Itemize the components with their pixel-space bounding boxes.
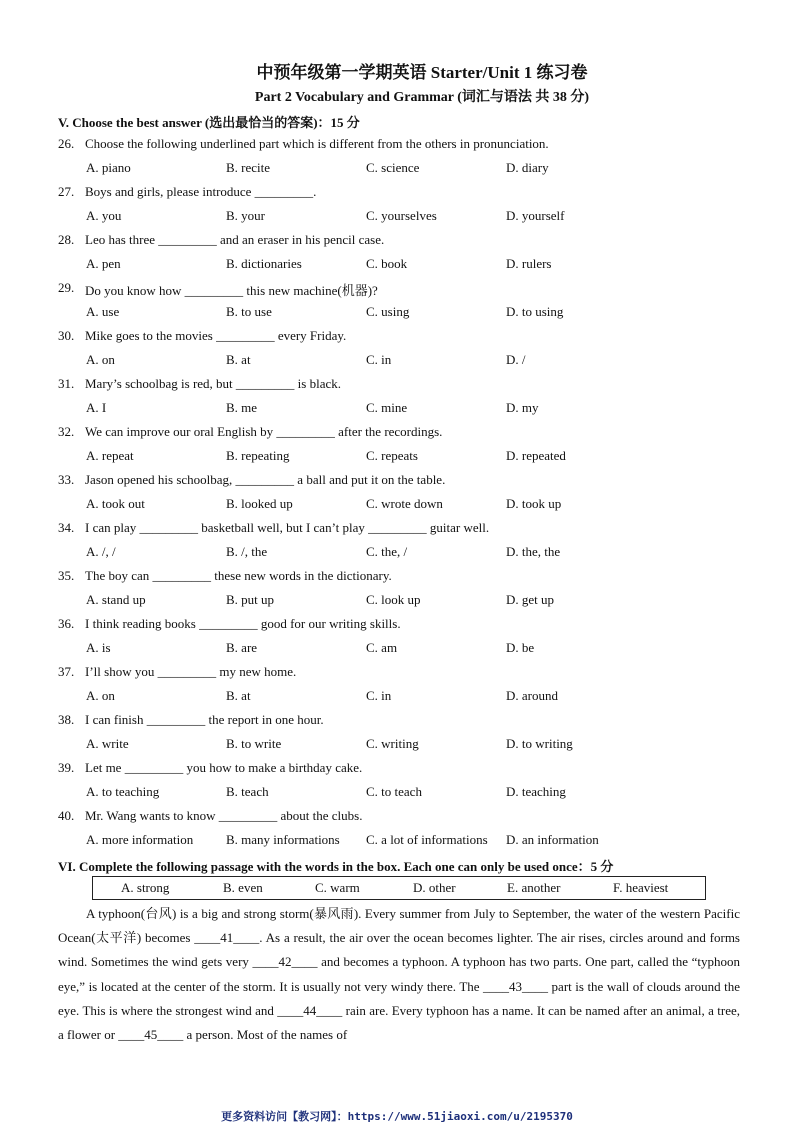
answer-option-d[interactable]: D. rulers [506, 256, 552, 271]
word-option: C. warm [315, 880, 360, 895]
section-6-heading: VI. Complete the following passage with the words in the box. Each one can only be used once：5 分 [58, 859, 614, 874]
question-text: Leo has three _________ and an eraser in his pencil case. [85, 232, 385, 247]
options-row [86, 544, 766, 562]
options-row [86, 784, 766, 802]
question-number: 29. [58, 280, 75, 295]
question-number: 31. [58, 376, 75, 391]
section-5-heading: V. Choose the best answer (选出最恰当的答案)：15 分 [58, 115, 360, 130]
answer-option-c[interactable]: C. in [366, 352, 392, 367]
word-option: A. strong [121, 880, 170, 895]
question-number: 27. [58, 184, 75, 199]
options-row [86, 736, 766, 754]
answer-option-b[interactable]: B. to write [226, 736, 282, 751]
answer-option-c[interactable]: C. writing [366, 736, 419, 751]
answer-option-b[interactable]: B. teach [226, 784, 269, 799]
question-text: I think reading books _________ good for our writing skills. [85, 616, 401, 631]
page-subtitle: Part 2 Vocabulary and Grammar (词汇与语法 共 38 分) [254, 90, 590, 105]
answer-option-c[interactable]: C. am [366, 640, 398, 655]
word-box [92, 876, 706, 900]
answer-option-a[interactable]: A. to teaching [86, 784, 160, 799]
answer-option-a[interactable]: A. took out [86, 496, 145, 511]
question-text: I can play _________ basketball well, but I can’t play _________ guitar well. [85, 520, 490, 535]
answer-option-a[interactable]: A. repeat [86, 448, 134, 463]
answer-option-d[interactable]: D. teaching [506, 784, 566, 799]
answer-option-d[interactable]: D. my [506, 400, 539, 415]
answer-option-c[interactable]: C. to teach [366, 784, 422, 799]
answer-option-b[interactable]: B. looked up [226, 496, 293, 511]
answer-option-c[interactable]: C. repeats [366, 448, 418, 463]
options-row [86, 592, 766, 610]
answer-option-b[interactable]: B. to use [226, 304, 272, 319]
answer-option-b[interactable]: B. repeating [226, 448, 290, 463]
answer-option-d[interactable]: D. get up [506, 592, 555, 607]
question-number: 34. [58, 520, 75, 535]
answer-option-b[interactable]: B. your [226, 208, 265, 223]
options-row [86, 832, 766, 850]
options-row [86, 496, 766, 514]
answer-option-a[interactable]: A. on [86, 352, 115, 367]
word-option: D. other [413, 880, 456, 895]
answer-option-a[interactable]: A. you [86, 208, 122, 223]
answer-option-a[interactable]: A. use [86, 304, 120, 319]
options-row [86, 352, 766, 370]
answer-option-c[interactable]: C. in [366, 688, 392, 703]
answer-option-d[interactable]: D. to writing [506, 736, 573, 751]
answer-option-c[interactable]: C. the, / [366, 544, 408, 559]
question-number: 26. [58, 136, 75, 151]
answer-option-a[interactable]: A. /, / [86, 544, 116, 559]
word-option: B. even [223, 880, 263, 895]
answer-option-a[interactable]: A. is [86, 640, 111, 655]
answer-option-b[interactable]: B. dictionaries [226, 256, 302, 271]
answer-option-b[interactable]: B. many informations [226, 832, 340, 847]
answer-option-a[interactable]: A. more information [86, 832, 194, 847]
answer-option-b[interactable]: B. are [226, 640, 258, 655]
options-row [86, 688, 766, 706]
options-row [86, 448, 766, 466]
options-row [86, 256, 766, 274]
answer-option-a[interactable]: A. write [86, 736, 129, 751]
page-title: 中预年级第一学期英语 Starter/Unit 1 练习卷 [256, 63, 588, 82]
options-row [86, 400, 766, 418]
answer-option-d[interactable]: D. diary [506, 160, 549, 175]
answer-option-b[interactable]: B. at [226, 688, 251, 703]
answer-option-a[interactable]: A. pen [86, 256, 121, 271]
question-number: 33. [58, 472, 75, 487]
footer-link[interactable]: 更多资料访问【教习网】：https://www.51jiaoxi.com/u/2195370 [221, 1110, 573, 1123]
answer-option-c[interactable]: C. mine [366, 400, 408, 415]
question-text: Choose the following underlined part which is different from the others in pronunciation. [85, 136, 549, 151]
question-text: Mary’s schoolbag is red, but _________ is black. [85, 376, 341, 391]
answer-option-c[interactable]: C. look up [366, 592, 421, 607]
question-number: 37. [58, 664, 75, 679]
question-number: 36. [58, 616, 75, 631]
answer-option-b[interactable]: B. recite [226, 160, 271, 175]
answer-option-a[interactable]: A. piano [86, 160, 131, 175]
question-number: 30. [58, 328, 75, 343]
reading-passage [58, 902, 740, 1047]
question-text: Do you know how _________ this new machine(机器)? [85, 283, 378, 298]
word-option: F. heaviest [613, 880, 669, 895]
question-text: The boy can _________ these new words in the dictionary. [85, 568, 392, 583]
options-row [86, 640, 766, 658]
answer-option-a[interactable]: A. I [86, 400, 107, 415]
answer-option-d[interactable]: D. be [506, 640, 535, 655]
question-text: I can finish _________ the report in one hour. [85, 712, 324, 727]
answer-option-d[interactable]: D. around [506, 688, 558, 703]
answer-option-c[interactable]: C. a lot of informations [366, 832, 488, 847]
answer-option-c[interactable]: C. science [366, 160, 420, 175]
question-number: 39. [58, 760, 75, 775]
options-row [86, 160, 766, 178]
question-number: 35. [58, 568, 75, 583]
question-number: 32. [58, 424, 75, 439]
answer-option-d[interactable]: D. took up [506, 496, 562, 511]
question-text: Boys and girls, please introduce _________. [85, 184, 317, 199]
options-row [86, 208, 766, 226]
answer-option-a[interactable]: A. stand up [86, 592, 146, 607]
answer-option-d[interactable]: D. / [506, 352, 526, 367]
answer-option-d[interactable]: D. to using [506, 304, 564, 319]
question-number: 40. [58, 808, 75, 823]
answer-option-b[interactable]: B. me [226, 400, 258, 415]
question-text: We can improve our oral English by _________ after the recordings. [85, 424, 443, 439]
word-option: E. another [507, 880, 561, 895]
answer-option-c[interactable]: C. using [366, 304, 410, 319]
question-text: Jason opened his schoolbag, _________ a ball and put it on the table. [85, 472, 446, 487]
answer-option-d[interactable]: D. an information [506, 832, 599, 847]
question-text: I’ll show you _________ my new home. [85, 664, 297, 679]
answer-option-b[interactable]: B. put up [226, 592, 275, 607]
options-row [86, 304, 766, 322]
answer-option-b[interactable]: B. /, the [226, 544, 268, 559]
question-text: Mr. Wang wants to know _________ about the clubs. [85, 808, 363, 823]
question-number: 28. [58, 232, 75, 247]
answer-option-a[interactable]: A. on [86, 688, 115, 703]
question-text: Let me _________ you how to make a birthday cake. [85, 760, 363, 775]
answer-option-d[interactable]: D. yourself [506, 208, 565, 223]
answer-option-b[interactable]: B. at [226, 352, 251, 367]
question-number: 38. [58, 712, 75, 727]
answer-option-c[interactable]: C. yourselves [366, 208, 437, 223]
answer-option-c[interactable]: C. book [366, 256, 408, 271]
answer-option-d[interactable]: D. repeated [506, 448, 566, 463]
answer-option-c[interactable]: C. wrote down [366, 496, 443, 511]
answer-option-d[interactable]: D. the, the [506, 544, 561, 559]
passage-text: A typhoon(台风) is a big and strong storm(暴风雨). Every summer from July to September, the water of the western Pacific Ocean(太平洋) becomes ____41____. As a result, the air over the ocean becomes lighter. The air rises, circles around and forms wind. Sometimes the wind gets very ____42____ and becomes a typhoon. A typhoon has two parts. One part, called the “typhoon eye,” is located at the center of the storm. It is usually not very windy there. The ____43____ part is the wall of clouds around the eye. This is where the strongest wind and ____44____ rain are. Every typhoon has a name. It can be named after an animal, a tree, a flower or ____45____ a person. Most of the names of [58, 906, 740, 1043]
question-text: Mike goes to the movies _________ every Friday. [85, 328, 347, 343]
